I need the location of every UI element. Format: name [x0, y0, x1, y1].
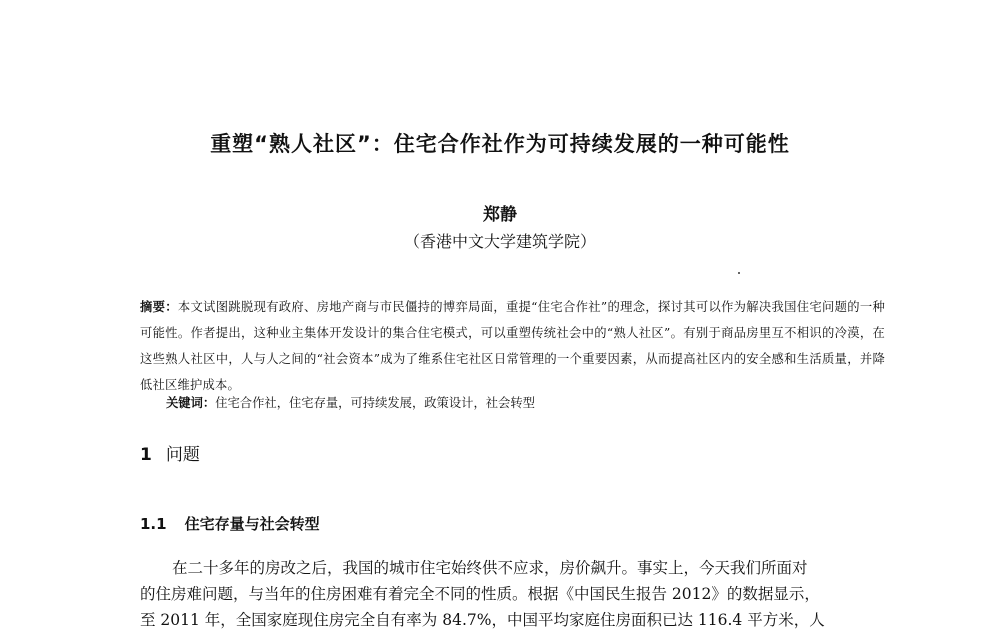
abstract-text: 本文试图跳脱现有政府、房地产商与市民僵持的博弈局面，重提“住宅合作社”的理念，探讨其可以作为解决我国住宅问题的一种可能性。作者提出，这种业主集体开发设计的集合住宅模式，可以重塑传统社会中的“熟人社区”。有别于商品房里互不相识的冷漠，在这些熟人社区中，人与人之间的“社会资本”成为了维系住宅社区日常管理的一个重要因素，从而提高社区内的安全感和生活质量，并降低社区维护成本。 [140, 300, 885, 392]
abstract-label: 摘要： [140, 300, 178, 314]
scan-speck [738, 272, 740, 274]
author-affiliation: （香港中文大学建筑学院） [403, 232, 596, 251]
body-line: 在二十多年的房改之后，我国的城市住宅始终供不应求，房价飙升。事实上，今天我们所面对 [172, 559, 808, 577]
subsection-heading [140, 513, 320, 534]
subsection-number: 1.1 [140, 515, 167, 533]
section-heading [140, 440, 200, 465]
section-number: 1 [140, 445, 152, 465]
keywords-text: 住宅合作社，住宅存量，可持续发展，政策设计，社会转型 [215, 396, 535, 410]
paper-title: 重塑“熟人社区”：住宅合作社作为可持续发展的一种可能性 [210, 132, 790, 156]
abstract [140, 294, 885, 398]
body-line: 至 2011 年，全国家庭现住房完全自有率为 84.7%，中国平均家庭住房面积已达 116.4 平方米，人 [140, 611, 825, 629]
body-paragraph [140, 555, 885, 632]
author-name: 郑静 [483, 205, 517, 225]
subsection-title: 住宅存量与社会转型 [184, 515, 320, 533]
keywords [166, 393, 535, 411]
keywords-label: 关键词： [166, 396, 216, 410]
section-title: 问题 [165, 445, 200, 465]
body-line: 的住房难问题，与当年的住房困难有着完全不同的性质。根据《中国民生报告 2012》的数据显示， [140, 585, 820, 603]
